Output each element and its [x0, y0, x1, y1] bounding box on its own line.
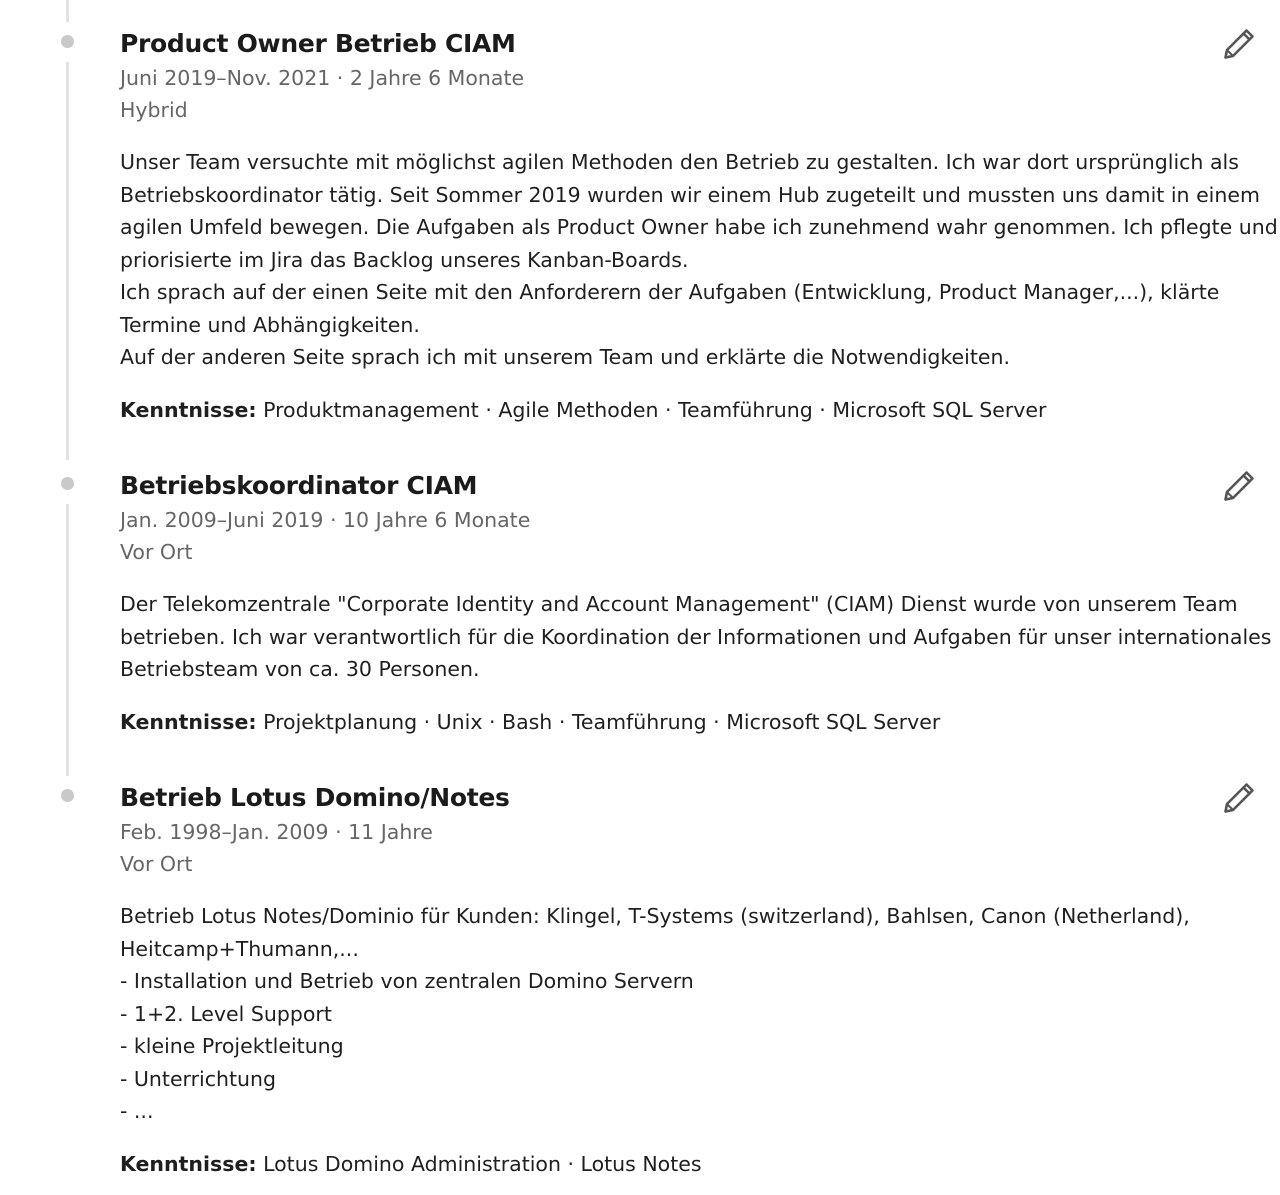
description-line: Heitcamp+Thumann,...: [120, 936, 359, 961]
pencil-icon: [1221, 26, 1257, 62]
edit-pencil-icon[interactable]: [1221, 26, 1257, 62]
description-line: Ich sprach auf der einen Seite mit den Anforderern der Aufgaben (Entwicklung, Product Manager,...), klärte: [120, 280, 1220, 304]
description-line: - Installation und Betrieb von zentralen Domino Servern: [120, 969, 694, 993]
description-line: Auf der anderen Seite sprach ich mit unserem Team und erklärte die Notwendigkeiten.: [120, 345, 1011, 369]
pencil-icon: [1221, 780, 1257, 816]
timeline-rail: [66, 504, 69, 776]
description-line: - kleine Projektleitung: [120, 1034, 344, 1058]
skills-label: Kenntnisse:: [120, 1151, 257, 1176]
skills-list: Produktmanagement · Agile Methoden · Teamführung · Microsoft SQL Server: [263, 397, 1047, 422]
experience-content: [120, 780, 1260, 1180]
description-line: betrieben. Ich war verantwortlich für die Koordination der Informationen und Aufgaben für unser internationales: [120, 624, 1272, 649]
position-description: [120, 900, 1260, 1128]
position-description: [120, 588, 1272, 686]
skills-row: [120, 394, 1260, 426]
skills-label: Kenntnisse:: [120, 397, 257, 422]
position-title: Product Owner Betrieb CIAM: [120, 29, 516, 58]
description-line: - ...: [120, 1099, 154, 1123]
description-line: Betrieb Lotus Notes/Dominio für Kunden: Klingel, T-Systems (switzerland), Bahlsen, Canon (Netherland),: [120, 904, 1190, 928]
timeline-dot: [61, 35, 74, 48]
timeline-rail: [66, 62, 69, 460]
description-line: agilen Umfeld bewegen. Die Aufgaben als Product Owner habe ich zunehmend wahr genommen. Ich pflegte und: [120, 215, 1278, 239]
timeline-dot: [61, 477, 74, 490]
edit-pencil-icon[interactable]: [1221, 468, 1257, 504]
description-line: - 1+2. Level Support: [120, 1001, 332, 1026]
skills-label: Kenntnisse:: [120, 709, 257, 734]
skills-list: Projektplanung · Unix · Bash · Teamführung · Microsoft SQL Server: [263, 709, 941, 734]
date-range: Juni 2019–Nov. 2021 · 2 Jahre 6 Monate: [120, 66, 525, 90]
description-line: Betriebskoordinator tätig. Seit Sommer 2019 wurden wir einem Hub zugeteilt und mussten uns damit in einem: [120, 182, 1260, 207]
skills-row: [120, 1148, 1260, 1180]
description-line: Unser Team versuchte mit möglichst agilen Methoden den Betrieb zu gestalten. Ich war dort ursprünglich als: [120, 150, 1239, 174]
experience-content: [120, 468, 1272, 738]
timeline-dot: [61, 789, 74, 802]
position-title: Betrieb Lotus Domino/Notes: [120, 783, 510, 812]
pencil-icon: [1221, 468, 1257, 504]
skills-row: [120, 706, 1260, 738]
experience-content: [120, 26, 1278, 426]
edit-pencil-icon[interactable]: [1221, 780, 1257, 816]
description-line: - Unterrichtung: [120, 1066, 277, 1091]
description-line: Betriebsteam von ca. 30 Personen.: [120, 657, 480, 681]
position-description: [120, 146, 1278, 374]
description-line: Termine und Abhängigkeiten.: [120, 312, 420, 337]
position-title: Betriebskoordinator CIAM: [120, 471, 478, 500]
description-line: Der Telekomzentrale "Corporate Identity and Account Management" (CIAM) Dienst wurde von unserem Team: [120, 592, 1238, 616]
date-range: Feb. 1998–Jan. 2009 · 11 Jahre: [120, 820, 433, 844]
timeline-rail: [66, 0, 69, 22]
location-type: Vor Ort: [120, 540, 193, 564]
location-type: Hybrid: [120, 98, 188, 122]
description-line: priorisierte im Jira das Backlog unseres Kanban-Boards.: [120, 247, 689, 272]
skills-list: Lotus Domino Administration · Lotus Notes: [263, 1151, 702, 1176]
date-range: Jan. 2009–Juni 2019 · 10 Jahre 6 Monate: [120, 508, 531, 532]
location-type: Vor Ort: [120, 852, 193, 876]
